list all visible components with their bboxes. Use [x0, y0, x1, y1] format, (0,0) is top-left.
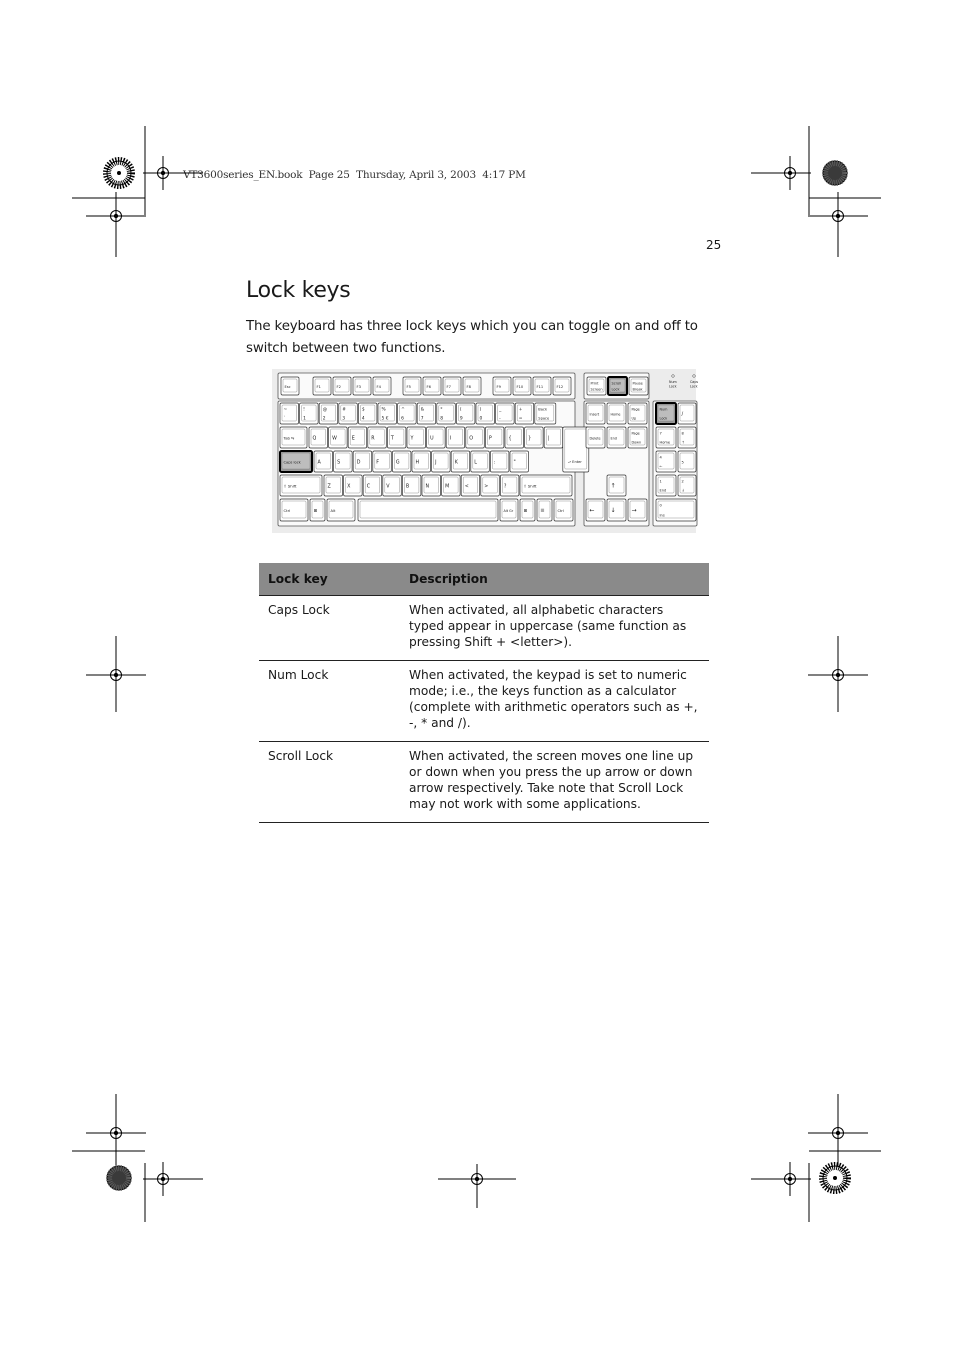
key-label: }: [528, 436, 532, 442]
key-label: L: [474, 460, 477, 466]
key-label-secondary: ←: [659, 464, 663, 469]
key-label-secondary: Ins: [659, 513, 665, 518]
key-label: F2: [336, 384, 341, 389]
indicator-label: Lock: [690, 384, 698, 389]
key-label-secondary: End: [659, 488, 667, 493]
key-label: Home: [610, 412, 621, 417]
key-label-secondary: 7: [420, 416, 424, 422]
key-label-secondary: Down: [631, 440, 642, 445]
key-label: U: [430, 436, 434, 442]
intro-paragraph: The keyboard has three lock keys which you can toggle on and off to switch between two functions.: [246, 319, 698, 356]
key-label: F11: [536, 384, 544, 389]
key-label: >: [484, 484, 489, 490]
key-label-secondary: Screen: [590, 387, 603, 392]
key-label: B: [405, 484, 410, 490]
key-label: 1: [659, 479, 662, 484]
key-label: {: [508, 436, 512, 442]
key-label: #: [342, 407, 346, 413]
key-label: ←: [589, 506, 595, 514]
key-label: Caps lock: [283, 460, 301, 465]
key-label: 0: [659, 503, 662, 508]
key-label: →: [631, 506, 637, 514]
key-label: Num: [659, 407, 668, 412]
key-label-secondary: Lock: [659, 416, 668, 421]
key-label: :: [493, 460, 496, 466]
key-label: Ctrl: [283, 507, 291, 513]
key-label: Y: [410, 436, 414, 442]
key-label: F5: [406, 384, 411, 389]
key-label: Alt Gr: [503, 508, 514, 513]
lock-keys-table: [259, 563, 709, 823]
key-label: W: [332, 436, 337, 442]
key-label: 8: [681, 431, 684, 436]
key-label: ": [513, 460, 516, 466]
key-label: N: [425, 484, 430, 490]
lock-key-description: When activated, the screen moves one line up or down when you press the up arrow or down arrow respectively. Take note that Scroll Lock may not work with some applications.: [400, 742, 709, 823]
key-label: Q: [312, 436, 317, 442]
key-label: Back: [538, 407, 548, 412]
key-cap: [360, 501, 496, 518]
key-label-secondary: -: [499, 416, 501, 422]
key-label-secondary: Lock: [611, 387, 620, 392]
enter-key-label: ⮐ Enter: [567, 460, 582, 464]
key-label-secondary: 8: [440, 416, 444, 422]
key-label: 4: [659, 455, 662, 460]
key-label: Delete: [589, 436, 601, 441]
key-label: Esc: [284, 384, 291, 389]
lock-key-description: When activated, the keypad is set to numeric mode; i.e., the keys function as a calculator (complete with arithmetic operators such as +, -, * and /).: [400, 661, 709, 742]
key-label: Scroll: [611, 381, 622, 386]
key-label: X: [347, 484, 351, 490]
key-label: ?: [503, 484, 507, 490]
key-label: End: [610, 436, 617, 441]
key-label: _: [499, 407, 502, 413]
key-label: F: [376, 460, 380, 466]
key-label: A: [317, 460, 321, 466]
key-label-secondary: 6: [401, 416, 404, 422]
key-label: ⊞: [313, 508, 318, 514]
key-label: 5: [681, 460, 684, 465]
key-label-secondary: ↓: [681, 488, 685, 493]
key-label-secondary: 1: [303, 416, 306, 422]
header-description: Description: [400, 563, 709, 596]
key-label: Print: [590, 381, 599, 386]
key-label-secondary: 3: [342, 416, 346, 422]
key-label: ⇧ Shift: [283, 483, 297, 489]
indicator-label: Caps: [690, 380, 699, 384]
key-label: (: [459, 407, 462, 413]
key-label: 7: [659, 431, 662, 436]
book-slug: VT3600series_EN.book Page 25 Thursday, April 3, 2003 4:17 PM: [183, 169, 526, 181]
key-label: I: [449, 436, 452, 442]
key-label: $: [361, 407, 365, 413]
key-label: @: [322, 407, 328, 413]
key-label: Page: [631, 431, 640, 436]
key-label-secondary: `: [283, 416, 286, 422]
key-label: Page: [631, 407, 640, 412]
keyboard-illustration: [272, 369, 699, 533]
key-label: C: [366, 484, 371, 490]
key-label-secondary: =: [518, 416, 523, 422]
key-label: P: [488, 436, 492, 442]
key-label: |: [547, 436, 550, 442]
key-label: ⊞: [523, 508, 528, 514]
key-label-secondary: 9: [459, 416, 463, 422]
key-label: R: [371, 436, 375, 442]
key-label-secondary: Up: [631, 416, 637, 421]
key-label: K: [454, 460, 458, 466]
key-label: V: [386, 484, 390, 490]
key-label: F7: [446, 384, 451, 389]
key-label: Alt: [330, 508, 336, 513]
key-label: Pause: [632, 381, 643, 386]
key-label: ~: [283, 407, 288, 413]
key-label: Ctrl: [557, 508, 564, 513]
key-label: H: [415, 460, 420, 466]
key-label: F8: [466, 384, 471, 389]
key-label: <: [464, 484, 469, 490]
key-label-secondary: 5 €: [381, 416, 389, 422]
key-label: &: [420, 407, 425, 413]
key-label: E: [351, 436, 355, 442]
key-label: F9: [496, 384, 501, 389]
key-label: Tab ⇆: [283, 435, 295, 441]
key-label: !: [303, 407, 305, 413]
key-label-secondary: 0: [479, 416, 483, 422]
key-label: ⇧ Shift: [523, 483, 537, 489]
key-label: D: [356, 460, 361, 466]
lock-key-name: Caps Lock: [259, 596, 400, 661]
key-label-secondary: Space: [538, 416, 550, 421]
section-title: Lock keys: [246, 278, 351, 303]
table-row: [259, 661, 709, 742]
indicator-label: Num: [669, 380, 677, 384]
header-lock-key: Lock key: [259, 563, 400, 596]
key-label: /: [681, 411, 684, 418]
table-row: [259, 596, 709, 661]
key-label: M: [445, 484, 450, 490]
indicator-label: Lock: [669, 384, 677, 389]
lock-key-name: Num Lock: [259, 661, 400, 742]
key-label: ↓: [610, 506, 616, 514]
key-label: J: [435, 460, 437, 466]
key-label: ): [479, 407, 482, 413]
table-row: [259, 742, 709, 823]
key-label: F1: [316, 384, 321, 389]
key-label: %: [381, 407, 386, 413]
key-label-secondary: Home: [659, 440, 671, 445]
key-label-secondary: 4: [361, 416, 365, 422]
key-label-secondary: 2: [322, 416, 326, 422]
table-header-row: [259, 563, 709, 596]
key-label: F3: [356, 384, 361, 389]
key-label-secondary: ↑: [681, 440, 685, 445]
key-label: ^: [401, 407, 405, 413]
page-number: 25: [706, 238, 722, 252]
key-label: F12: [556, 384, 564, 389]
key-label: ☰: [540, 508, 545, 514]
key-label: Insert: [589, 412, 600, 417]
key-label: S: [337, 460, 341, 466]
lock-key-description: When activated, all alphabetic characters typed appear in uppercase (same function as pressing Shift + <letter>).: [400, 596, 709, 661]
key-label: F4: [376, 384, 381, 389]
key-label: F6: [426, 384, 431, 389]
key-label: F10: [516, 384, 524, 389]
key-label-secondary: Break: [632, 387, 643, 392]
key-label: *: [440, 407, 443, 413]
key-label: +: [518, 407, 523, 413]
key-label: Z: [327, 484, 331, 490]
key-label: O: [469, 436, 474, 442]
lock-key-name: Scroll Lock: [259, 742, 400, 823]
key-label: 2: [681, 479, 684, 484]
key-label: ↑: [610, 482, 616, 490]
key-label: T: [390, 436, 394, 442]
key-label: G: [395, 460, 400, 466]
